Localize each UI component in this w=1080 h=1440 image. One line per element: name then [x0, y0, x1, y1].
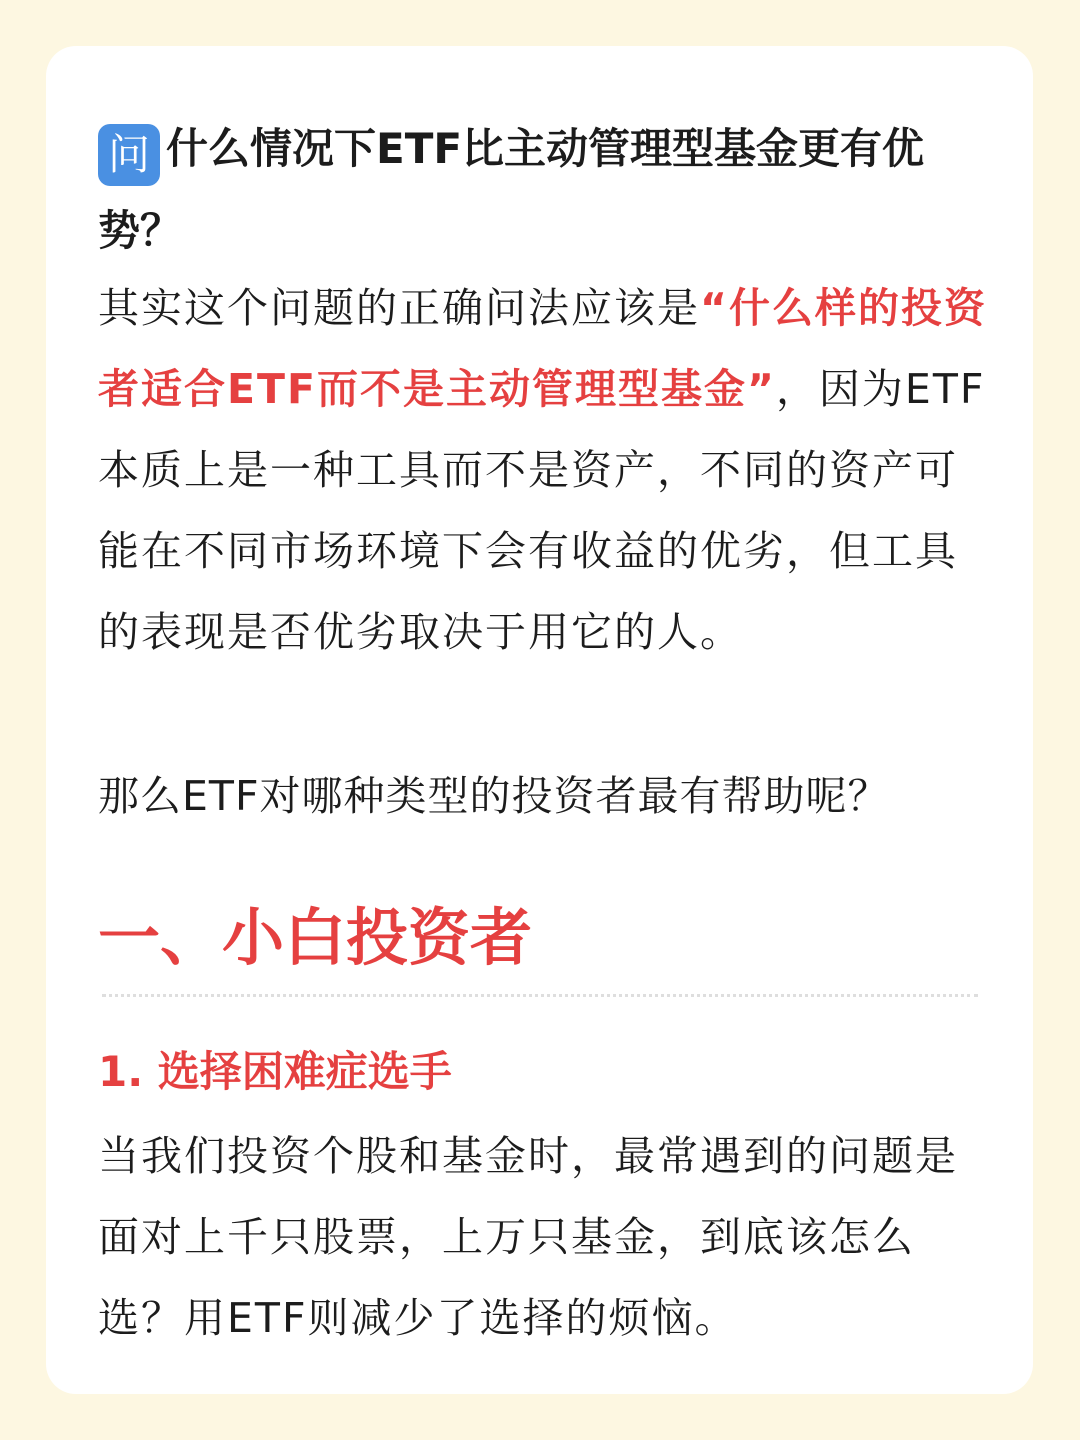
- intro-paragraph: [98, 268, 988, 673]
- dotted-divider: [102, 994, 978, 997]
- subsection-title: 1. 选择困难症选手: [98, 1047, 452, 1096]
- subsection-body: 当我们投资个股和基金时，最常遇到的问题是面对上千只股票，上万只基金，到底该怎么选？用ETF则减少了选择的烦恼。: [98, 1132, 958, 1342]
- intro-rest: ，因为ETF本质上是一种工具而不是资产，不同的资产可能在不同市场环境下会有收益的优劣，但工具的表现是否优劣取决于用它的人。: [98, 365, 986, 656]
- question-badge: 问: [98, 124, 160, 186]
- question-heading: [98, 108, 988, 272]
- content-card: [46, 46, 1033, 1394]
- section-title: 一、小白投资者: [98, 901, 533, 974]
- question-title: 什么情况下ETF比主动管理型基金更有优势？: [98, 124, 925, 255]
- intro-lead: 其实这个问题的正确问法应该是: [98, 284, 700, 332]
- intro-highlight: “什么样的投资者适合ETF而不是主动管理型基金”: [98, 284, 987, 413]
- followup-question: 那么ETF对哪种类型的投资者最有帮助呢？: [98, 772, 890, 820]
